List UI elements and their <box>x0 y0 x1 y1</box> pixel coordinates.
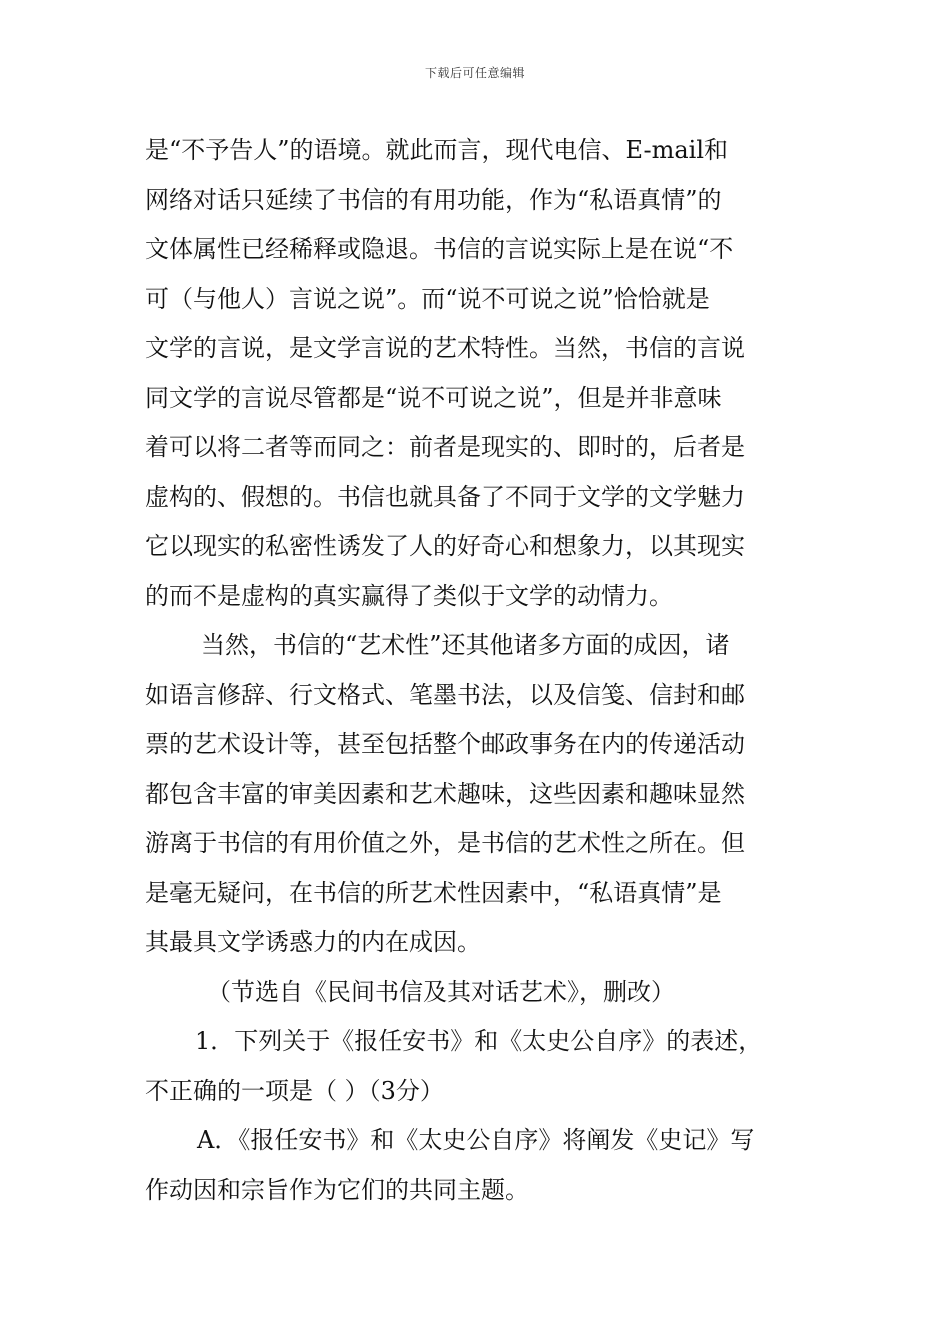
source-citation: （节选自《民间书信及其对话艺术》，删改） <box>207 977 675 1006</box>
text-line: 虚构的、假想的。书信也就具备了不同于文学的文学魅力 <box>145 482 745 511</box>
paragraph-start-line: 当然，书信的“艺术性”还其他诸多方面的成因，诸 <box>201 631 730 659</box>
text-line: 如语言修辞、行文格式、笔墨书法，以及信笺、信封和邮 <box>145 680 745 709</box>
question-1-line: 1．下列关于《报任安书》和《太史公自序》的表述， <box>195 1027 763 1055</box>
text-line: 同文学的言说尽管都是“说不可说之说”，但是并非意味 <box>145 383 722 412</box>
text-line: 其最具文学诱惑力的内在成因。 <box>145 928 481 956</box>
page-header: 下载后可任意编辑 <box>424 66 525 80</box>
text-line: 是“不予告人”的语境。就此而言，现代电信、E-mail和 <box>145 136 729 164</box>
text-line: 的而不是虚构的真实赢得了类似于文学的动情力。 <box>145 581 673 610</box>
text-line: 票的艺术设计等，甚至包括整个邮政事务在内的传递活动 <box>145 730 745 758</box>
question-1-line: 不正确的一项是（ ）（3分） <box>145 1076 444 1105</box>
text-line: 文体属性已经稀释或隐退。书信的言说实际上是在说“不 <box>145 235 734 263</box>
option-a-line: 作动因和宗旨作为它们的共同主题。 <box>145 1175 529 1204</box>
text-line: 可（与他人）言说之说”。而“说不可说之说”恰恰就是 <box>145 284 710 313</box>
option-a-line: A．《报任安书》和《太史公自序》将阐发《史记》写 <box>197 1126 755 1154</box>
text-line: 它以现实的私密性诱发了人的好奇心和想象力，以其现实 <box>145 532 745 560</box>
text-line: 游离于书信的有用价值之外，是书信的艺术性之所在。但 <box>145 829 745 857</box>
text-line: 着可以将二者等而同之：前者是现实的、即时的，后者是 <box>145 433 745 461</box>
text-line: 文学的言说，是文学言说的艺术特性。当然，书信的言说 <box>145 334 745 362</box>
document-body <box>145 126 807 1215</box>
text-line: 都包含丰富的审美因素和艺术趣味，这些因素和趣味显然 <box>145 779 745 808</box>
text-line: 是毫无疑问，在书信的所艺术性因素中，“私语真情”是 <box>145 878 722 907</box>
text-line: 网络对话只延续了书信的有用功能，作为“私语真情”的 <box>145 185 722 214</box>
